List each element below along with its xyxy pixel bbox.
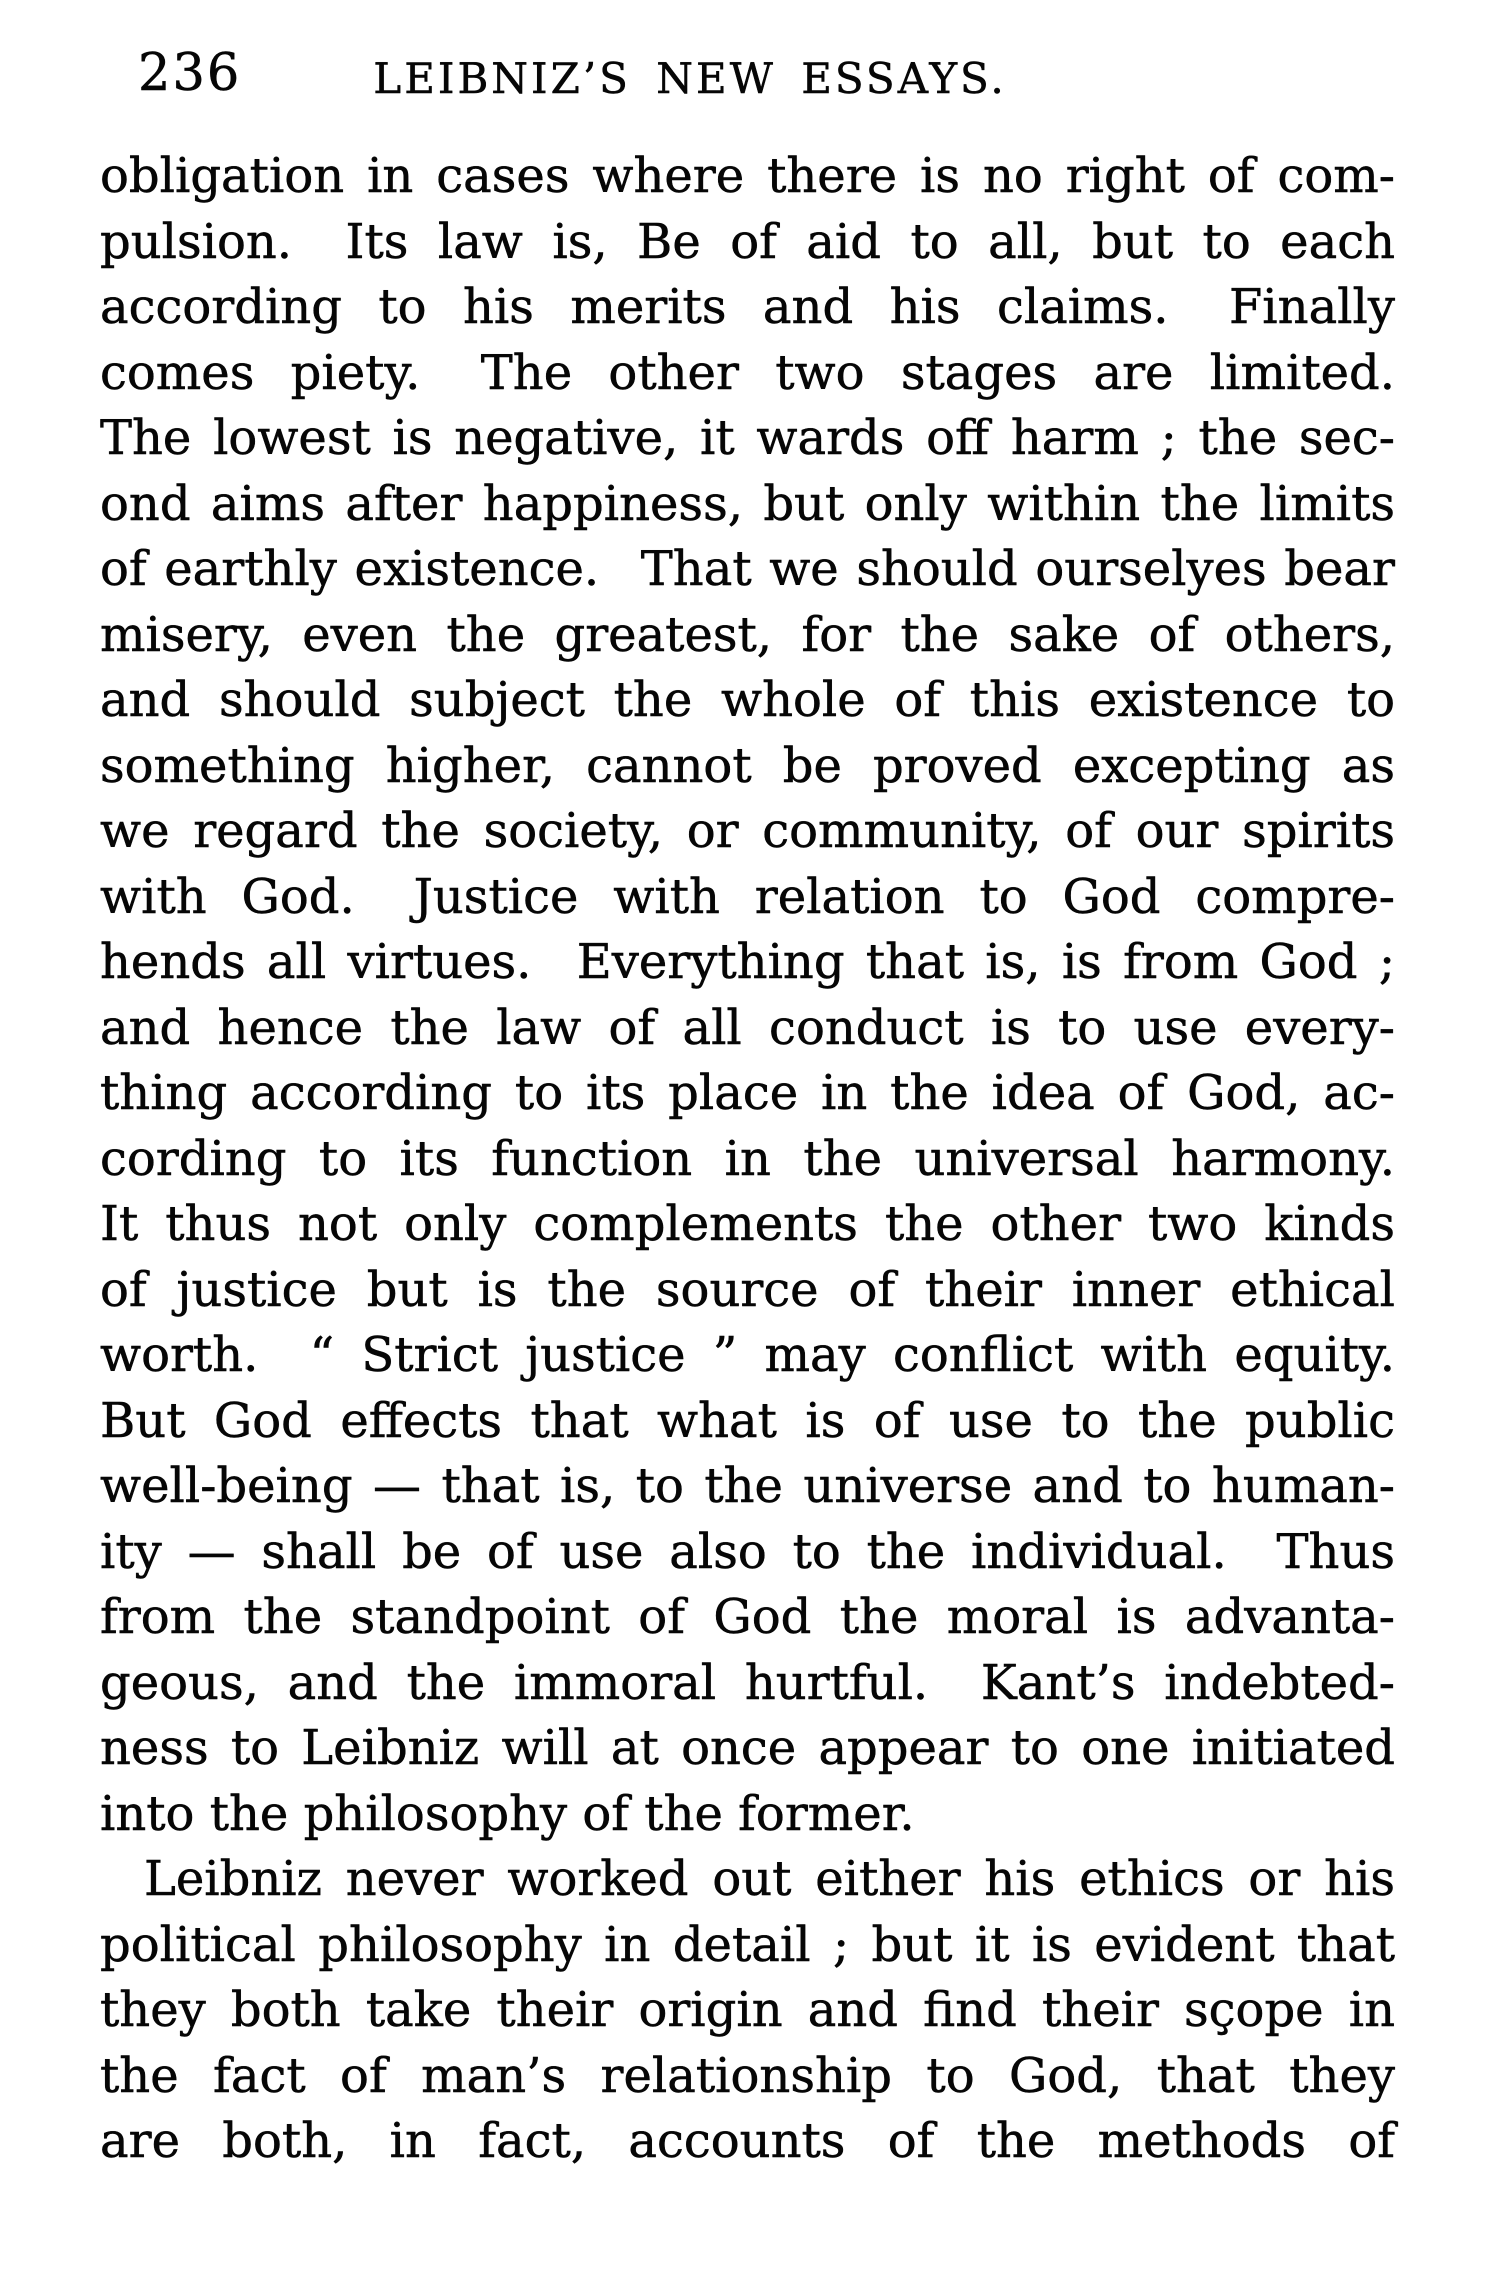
text-line: we regard the society, or community, of our spirits [100, 803, 1395, 859]
text-line: they both take their origin and find their sçope in [100, 1982, 1395, 2038]
text-line: ity — shall be of use also to the individual. Thus [100, 1523, 1395, 1580]
text-line: well-being — that is, to the universe and to human- [100, 1458, 1395, 1514]
text-line: Leibniz never worked out either his ethics or his [144, 1851, 1395, 1907]
page-number: 236 [138, 44, 242, 103]
text-line: political philosophy in detail ; but it is evident that [100, 1916, 1395, 1973]
paragraph-1 [100, 144, 1395, 1847]
text-line: are both, in fact, accounts of the methods of [100, 2113, 1395, 2169]
page-body [100, 144, 1395, 2175]
text-line: comes piety. The other two stages are limited. [100, 344, 1395, 401]
text-line: the fact of man’s relationship to God, that they [100, 2047, 1395, 2104]
text-line: geous, and the immoral hurtful. Kant’s indebted- [100, 1654, 1395, 1711]
text-line: But God effects that what is of use to the public [100, 1392, 1395, 1449]
text-line: thing according to its place in the idea of God, ac- [100, 1065, 1395, 1121]
text-line: something higher, cannot be proved excepting as [100, 737, 1395, 794]
text-line: and should subject the whole of this existence to [100, 672, 1395, 728]
text-line: It thus not only complements the other two kinds [100, 1196, 1395, 1252]
text-line: ness to Leibniz will at once appear to one initiated [100, 1720, 1395, 1776]
text-line: The lowest is negative, it wards off harm ; the sec- [100, 410, 1395, 466]
text-line: ond aims after happiness, but only within the limits [100, 475, 1395, 532]
text-line: from the standpoint of God the moral is advanta- [100, 1589, 1395, 1645]
text-line: of earthly existence. That we should ourselyes bear [100, 541, 1395, 597]
text-line: of justice but is the source of their inner ethical [100, 1261, 1395, 1318]
text-line: pulsion. Its law is, Be of aid to all, but to each [100, 213, 1395, 270]
text-line: obligation in cases where there is no right of com- [100, 148, 1395, 204]
text-line: into the philosophy of the former. [100, 1785, 915, 1842]
paragraph-2 [100, 1847, 1395, 2175]
running-title: LEIBNIZ’S NEW ESSAYS. [373, 54, 1007, 103]
text-line: cording to its function in the universal harmony. [100, 1130, 1395, 1187]
text-line: with God. Justice with relation to God compre- [100, 868, 1395, 925]
text-line: and hence the law of all conduct is to use every- [100, 999, 1395, 1056]
text-line: worth. “ Strict justice ” may conflict with equity. [100, 1327, 1395, 1383]
page-header [0, 0, 1490, 120]
text-line: misery, even the greatest, for the sake of others, [100, 606, 1395, 663]
text-line: according to his merits and his claims. Finally [100, 279, 1395, 335]
text-line: hends all virtues. Everything that is, is from God ; [100, 934, 1395, 990]
